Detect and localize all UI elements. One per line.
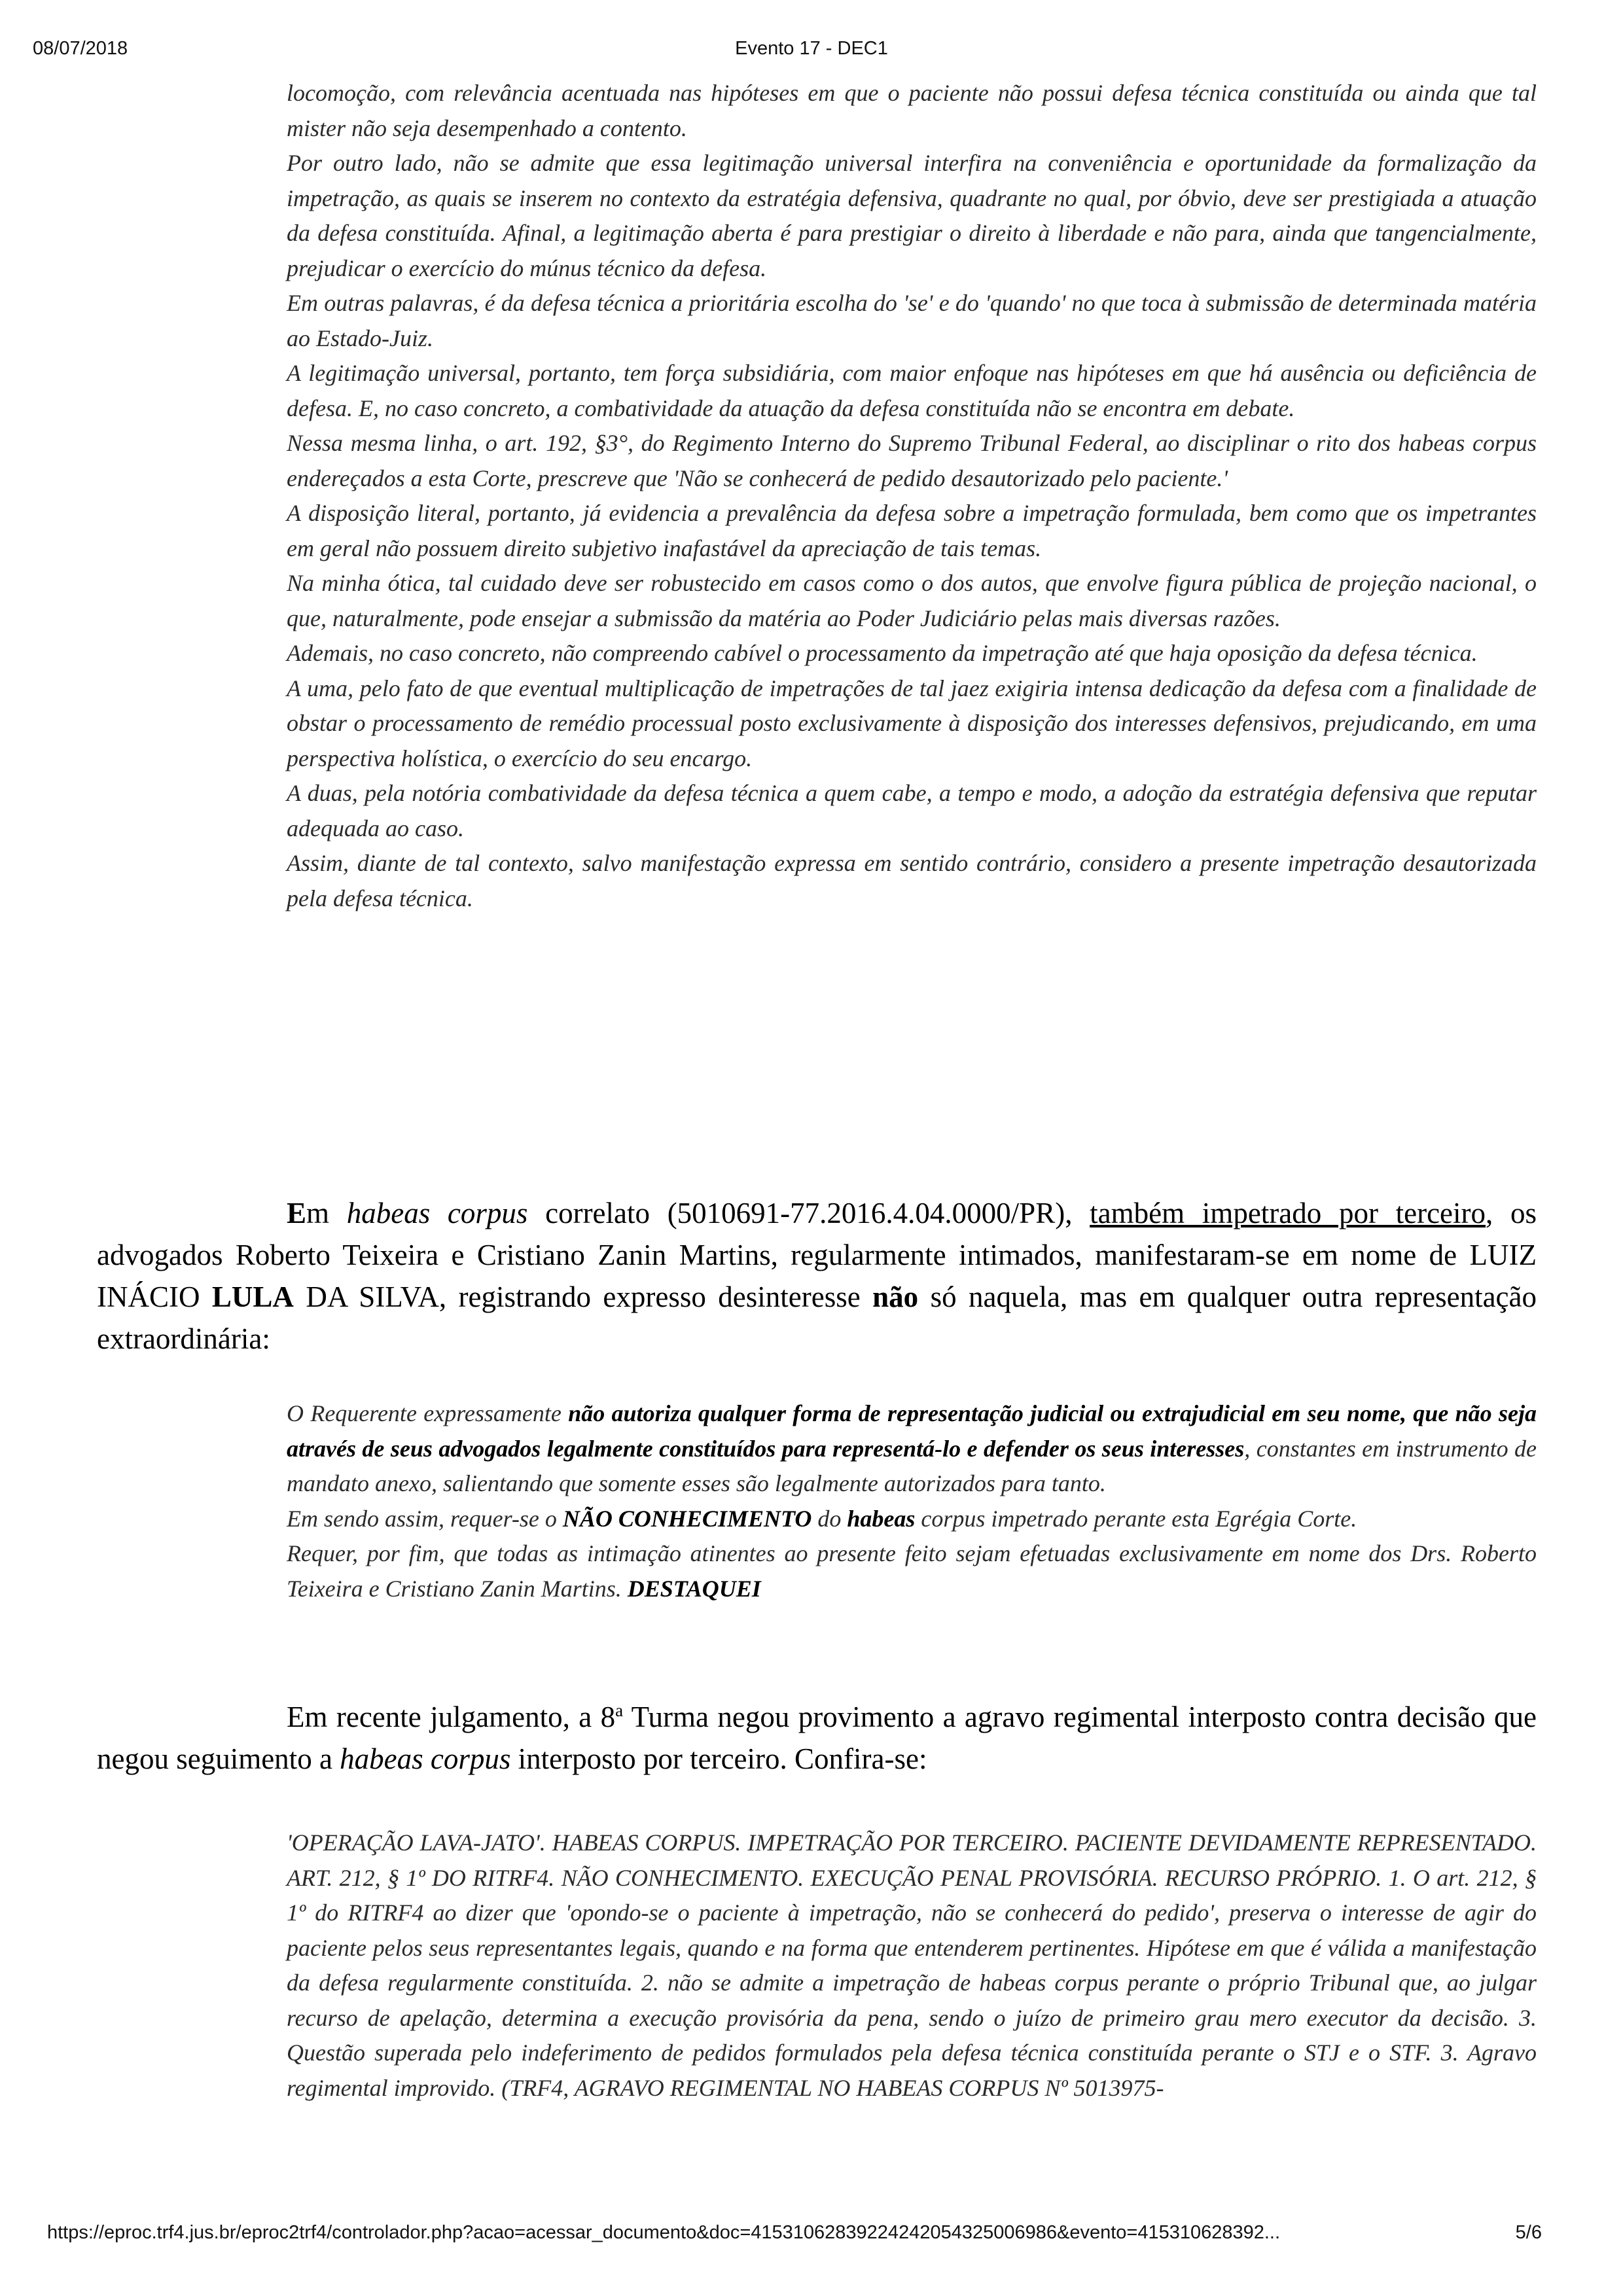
quote-paragraph: Em outras palavras, é da defesa técnica a prioritária escolha do 'se' e do 'quando' no que toca à submissão de determinada matéria ao Estado-Juiz. (287, 290, 1537, 351)
quote-paragraph: Requer, por fim, que todas as intimação atinentes ao presente feito sejam efetuadas exclusivamente em nome dos Drs. Roberto Teixeira e Cristiano Zanin Martins. DESTAQUEI (287, 1540, 1537, 1602)
bold-name: LULA (211, 1280, 294, 1313)
page-header (0, 38, 1623, 64)
quote-paragraph: Ademais, no caso concreto, não compreendo cabível o processamento da impetração até que haja oposição da defesa técnica. (287, 640, 1478, 666)
quote-paragraph: A duas, pela notória combatividade da defesa técnica a quem cabe, a tempo e modo, a adoção da estratégia defensiva que reputar adequada ao caso. (287, 780, 1537, 841)
quote-paragraph: O Requerente expressamente não autoriza qualquer forma de representação judicial ou extrajudicial em seu nome, que não seja através de seus advogados legalmente constituídos para representá-lo e defender os seus interesses, constantes em instrumento de mandato anexo, salientando que somente esses são legalmente autorizados para tanto. (287, 1400, 1537, 1496)
quote-paragraph: A uma, pelo fato de que eventual multiplicação de impetrações de tal jaez exigiria intensa dedicação da defesa com a finalidade de obstar o processamento de remédio processual posto exclusivamente à disposição dos interesses defensivos, prejudicando, em uma perspectiva holística, o exercício do seu encargo. (287, 675, 1537, 771)
emphasis: NÃO CONHECIMENTO (562, 1505, 812, 1532)
page-footer (0, 2222, 1623, 2248)
quote-paragraph: Na minha ótica, tal cuidado deve ser robustecido em casos como o dos autos, que envolve figura pública de projeção nacional, o que, naturalmente, pode ensejar a submissão da matéria ao Poder Judiciário pelas mais diversas razões. (287, 570, 1537, 631)
body-paragraph-recent-judgment: Em recente julgamento, a 8$^a$ Turma negou provimento a agravo regimental interposto contra decisão que negou seguimento a habeas corpus interposto por terceiro. Confira-se: (97, 1701, 1537, 1775)
quoted-petition-excerpt (287, 1396, 1537, 1606)
body-paragraph-habeas-correlato: Em habeas corpus correlato (5010691-77.2016.4.04.0000/PR), também impetrado por terceiro, os advogados Roberto Teixeira e Cristiano Zanin Martins, regularmente intimados, manifestaram-se em nome de LUIZ INÁCIO LULA DA SILVA, registrando expresso desinteresse não só naquela, mas em qualquer outra representação extraordinária: (97, 1197, 1537, 1355)
quote-paragraph: Por outro lado, não se admite que essa legitimação universal interfira na conveniência e oportunidade da formalização da impetração, as quais se inserem no contexto da estratégia defensiva, quadrante no qual, por óbvio, deve ser prestigiada a atuação da defesa constituída. Afinal, a legitimação aberta é para prestigiar o direito à liberdade e não para, ainda que tangencialmente, prejudicar o exercício do múnus técnico da defesa. (287, 150, 1537, 281)
emphasis: não autoriza qualquer forma de representação judicial ou extrajudicial em seu nome, que não seja através de seus advogados legalmente constituídos para representá-lo e defender os seus interesses (287, 1400, 1537, 1462)
quoted-case-summary (287, 1826, 1537, 2106)
bold-word: não (872, 1280, 919, 1313)
document-title: Evento 17 - DEC1 (735, 38, 888, 59)
quote-paragraph: Nessa mesma linha, o art. 192, §3°, do Regimento Interno do Supremo Tribunal Federal, ao disciplinar o rito dos habeas corpus endereçados a esta Corte, prescreve que 'Não se conhecerá de pedido desautorizado pelo paciente.' (287, 430, 1537, 491)
quote-paragraph: Em sendo assim, requer-se o NÃO CONHECIMENTO do habeas corpus impetrado perante esta Egrégia Corte. (287, 1505, 1357, 1532)
underlined-phrase: também impetrado por terceiro (1090, 1197, 1486, 1229)
emphasis: habeas (847, 1505, 916, 1532)
quote-paragraph: locomoção, com relevância acentuada nas hipóteses em que o paciente não possui defesa técnica constituída ou ainda que tal mister não seja desempenhado a contento. (287, 80, 1537, 141)
document-url: https://eproc.trf4.jus.br/eproc2trf4/controlador.php?acao=acessar_documento&doc=41531062839224242054325006986&evento=415310628392... (47, 2222, 1281, 2243)
quote-paragraph: Assim, diante de tal contexto, salvo manifestação expressa em sentido contrário, considero a presente impetração desautorizada pela defesa técnica. (287, 850, 1537, 911)
quote-paragraph: 'OPERAÇÃO LAVA-JATO'. HABEAS CORPUS. IMPETRAÇÃO POR TERCEIRO. PACIENTE DEVIDAMENTE REPRESENTADO. ART. 212, § 1º DO RITRF4. NÃO CONHECIMENTO. EXECUÇÃO PENAL PROVISÓRIA. RECURSO PRÓPRIO. 1. O art. 212, § 1º do RITRF4 ao dizer que 'opondo-se o paciente à impetração, não se conhecerá do pedido', preserva o interesse de agir do paciente pelos seus representantes legais, quando e na forma que entenderem pertinentes. Hipótese em que é válida a manifestação da defesa regularmente constituída. 2. não se admite a impetração de habeas corpus perante o próprio Tribunal que, ao julgar recurso de apelação, determina a execução provisória da pena, sendo o juízo de primeiro grau mero executor da decisão. 3. Questão superada pelo indeferimento de pedidos formulados pela defesa técnica constituída perante o STJ e o STF. 3. Agravo regimental improvido. (TRF4, AGRAVO REGIMENTAL NO HABEAS CORPUS Nº 5013975- (287, 1829, 1537, 2101)
quote-paragraph: A disposição literal, portanto, já evidencia a prevalência da defesa sobre a impetração formulada, bem como que os impetrantes em geral não possuem direito subjetivo inafastável da apreciação de tais temas. (287, 500, 1537, 561)
print-date: 08/07/2018 (33, 38, 128, 59)
emphasis: DESTAQUEI (627, 1575, 761, 1602)
quote-paragraph: A legitimação universal, portanto, tem força subsidiária, com maior enfoque nas hipóteses em que há ausência ou deficiência de defesa. E, no caso concreto, a combatividade da atuação da defesa constituída não se encontra em debate. (287, 360, 1537, 421)
quoted-decision-excerpt (287, 76, 1537, 916)
page-number: 5/6 (1515, 2222, 1542, 2243)
drop-letter: E (287, 1197, 307, 1229)
